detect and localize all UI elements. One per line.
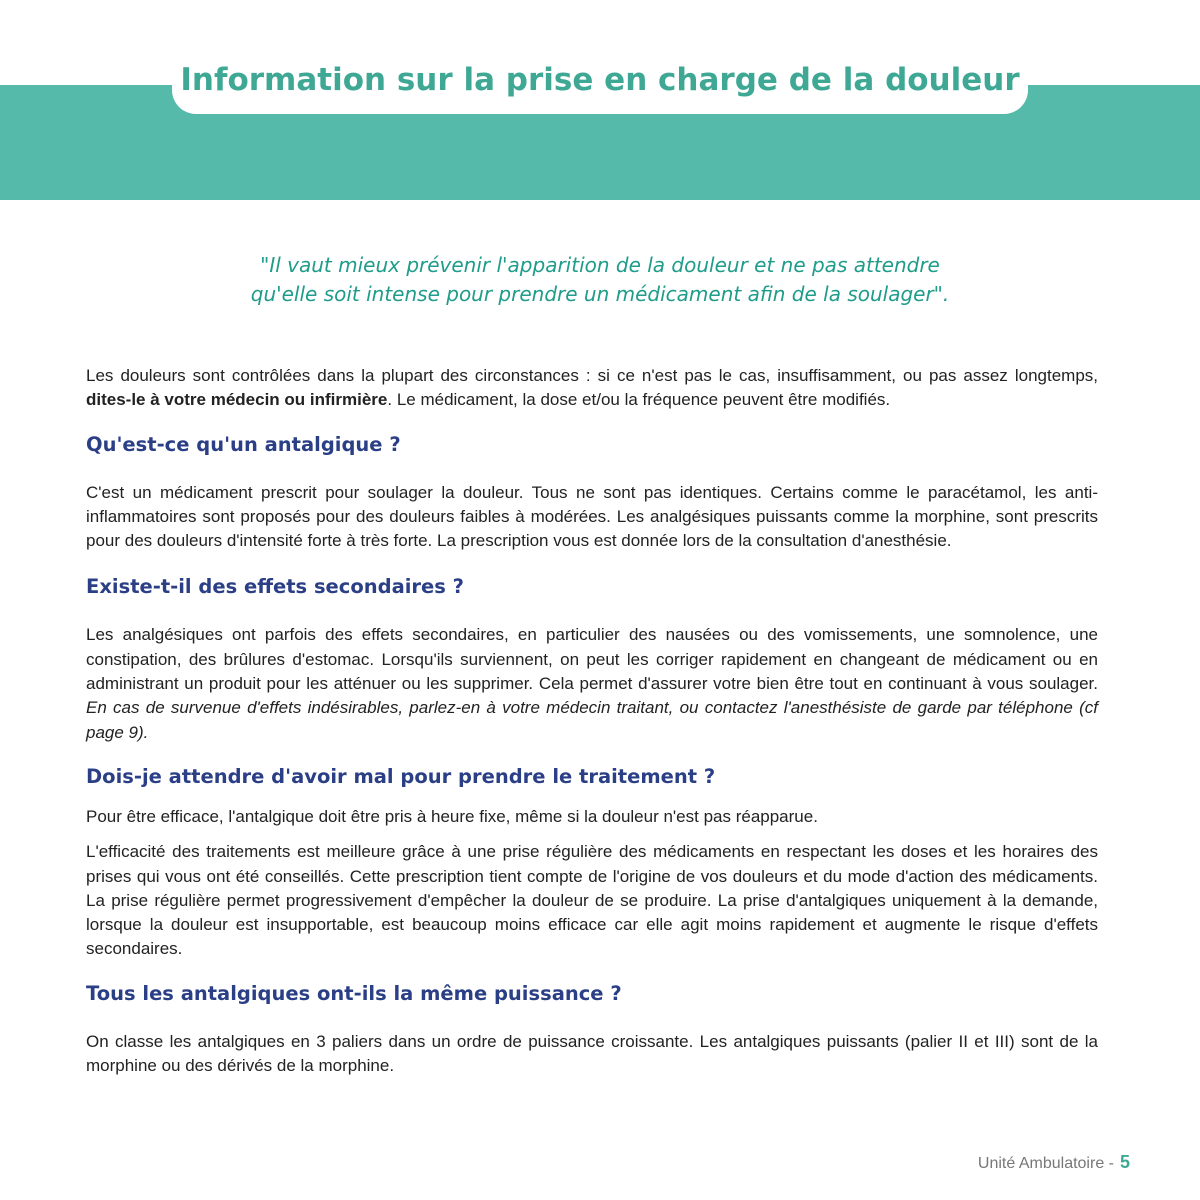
section-text-effets [86, 623, 1098, 744]
quote-line-2: qu'elle soit intense pour prendre un médicament afin de la soulager". [250, 282, 950, 306]
section-heading-attendre: Dois-je attendre d'avoir mal pour prendre le traitement ? [86, 764, 716, 788]
page-footer [978, 1152, 1130, 1173]
intro-emphasis: dites-le à votre médecin ou infirmière [86, 390, 388, 410]
footer-label: Unité Ambulatoire - [977, 1155, 1114, 1172]
section-text-attendre-1: Pour être efficace, l'antalgique doit être pris à heure fixe, même si la douleur n'est pas réapparue. [86, 806, 818, 826]
section-text-puissance: On classe les antalgiques en 3 paliers dans un ordre de puissance croissante. Les antalgiques puissants (palier II et III) sont de la morphine ou des dérivés de la morphine. [86, 1031, 1098, 1076]
quote [100, 251, 1100, 309]
section-heading-puissance: Tous les antalgiques ont-ils la même puissance ? [86, 981, 622, 1005]
page-number: 5 [1119, 1152, 1130, 1172]
section-text-effets-main: Les analgésiques ont parfois des effets secondaires, en particulier des nausées ou des vomissements, une somnolence, une constipation, des brûlures d'estomac. Lorsqu'ils surviennent, on peut les corriger rapidement en changeant de médicament ou en administrant un produit pour les atténuer ou les supprimer. Cela permet d'assurer votre bien être tout en continuant à vous soulager. [86, 625, 1098, 694]
section-text-antalgique: C'est un médicament prescrit pour soulager la douleur. Tous ne sont pas identiques. Certains comme le paracétamol, les anti-inflammatoires sont proposés pour des douleurs faibles à modérées. Les analgésiques puissants comme la morphine, sont prescrits pour des douleurs d'intensité forte à très forte. La prescription vous est donnée lors de la consultation d'anesthésie. [86, 482, 1098, 551]
intro-text-start: Les douleurs sont contrôlées dans la plupart des circonstances : si ce n'est pas le cas, insuffisamment, ou pas assez longtemps, [86, 366, 1098, 385]
section-heading-effets: Existe-t-il des effets secondaires ? [86, 575, 464, 599]
section-heading-antalgique: Qu'est-ce qu'un antalgique ? [86, 432, 401, 456]
section-text-attendre-2: L'efficacité des traitements est meilleure grâce à une prise régulière des médicaments en respectant les doses et les horaires des prises qui vous ont été conseillés. Cette prescription tient compte de l'origine de vos douleurs et du mode d'action des médicaments. La prise régulière permet progressivement d'empêcher la douleur de se produire. La prise d'antalgiques uniquement à la demande, lorsque la douleur est insupportable, est beaucoup moins efficace car elle agit moins rapidement et augmente le risque d'effets secondaires. [86, 842, 1098, 959]
intro-text-end: . Le médicament, la dose et/ou la fréquence peuvent être modifiés. [387, 390, 891, 410]
section-text-effets-italic: En cas de survenue d'effets indésirables, parlez-en à votre médecin traitant, ou contactez l'anesthésiste de garde par téléphone (cf page 9). [86, 698, 1098, 742]
main-content [86, 364, 1098, 1078]
page-title: Information sur la prise en charge de la douleur [180, 62, 1020, 98]
quote-line-1: "Il vaut mieux prévenir l'apparition de la douleur et ne pas attendre [260, 253, 940, 277]
intro-paragraph [86, 364, 1098, 413]
